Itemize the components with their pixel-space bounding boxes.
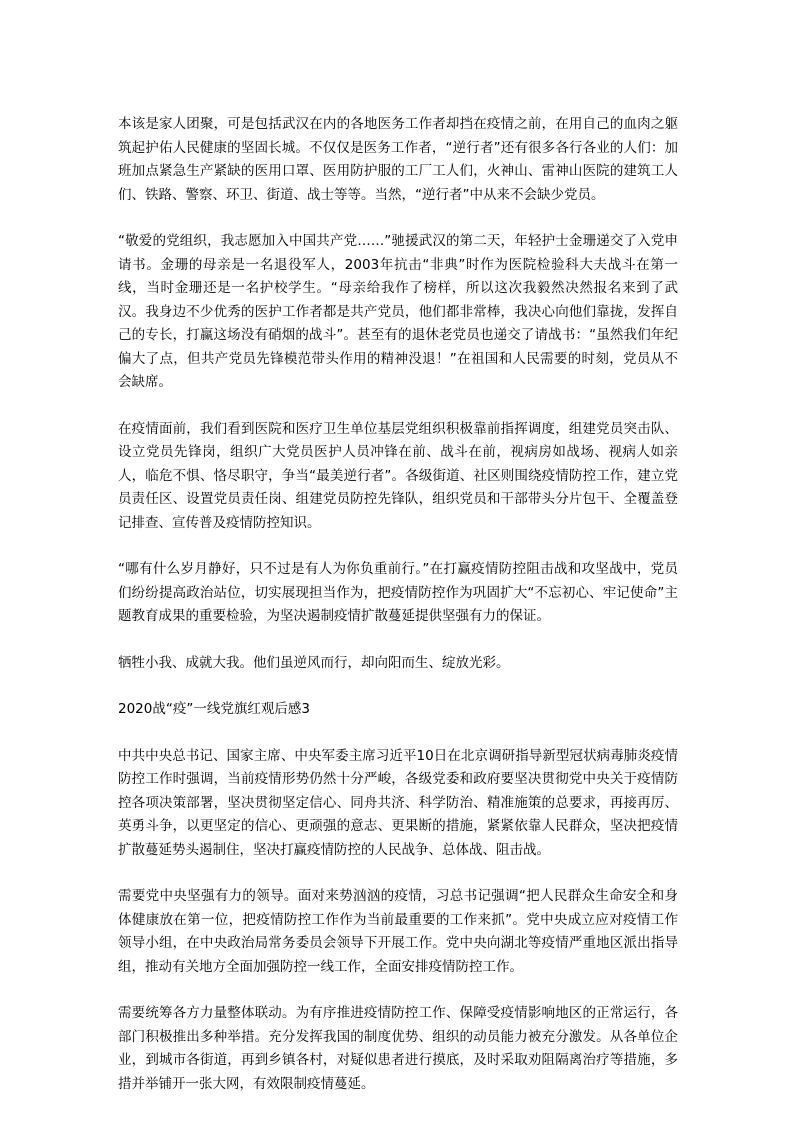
paragraph-1: 本该是家人团聚，可是包括武汉在内的各地医务工作者却挡在疫情之前，在用自己的血肉之躯筑起护佑人民健康的坚固长城。不仅仅是医务工作者，“逆行者”还有很多各行各业的人们：加班加点紧急生产紧缺的医用口罩、医用防护服的工厂工人们，火神山、雷神山医院的建筑工人们、铁路、警察、环卫、街道、战士等等。当然，“逆行者”中从来不会缺少党员。	[118, 116, 678, 203]
paragraph-3: 在疫情面前，我们看到医院和医疗卫生单位基层党组织积极靠前指挥调度，组建党员突击队、设立党员先锋岗，组织广大党员医护人员冲锋在前、战斗在前，视病房如战场、视病人如亲人，临危不惧、恪尽职守，争当“最美逆行者”。各级街道、社区则围绕疫情防控工作，建立党员责任区、设置党员责任岗、组建党员防控先锋队，组织党员和干部带头分片包干、全覆盖登记排查、宣传普及疫情防控知识。	[118, 420, 678, 531]
paragraph-2: “敬爱的党组织，我志愿加入中国共产党……”驰援武汉的第二天，年轻护士金珊递交了入党申请书。金珊的母亲是一名退役军人，2003年抗击“非典”时作为医院检验科大夫战斗在第一线，当时金珊还是一名护校学生。“母亲给我作了榜样，所以这次我毅然决然报名来到了武汉。我身边不少优秀的医护工作者都是共产党员，他们都非常棒，我决心向他们靠拢，发挥自己的专长，打赢这场没有硝烟的战斗”。甚至有的退休老党员也递交了请战书：“虽然我们年纪偏大了点，但共产党员先锋模范带头作用的精神没退！”在祖国和人民需要的时刻，党员从不会缺席。	[118, 233, 678, 390]
document-body	[118, 113, 678, 1119]
paragraph-6: 中共中央总书记、国家主席、中央军委主席习近平10日在北京调研指导新型冠状病毒肺炎疫情防控工作时强调，当前疫情形势仍然十分严峻，各级党委和政府要坚决贯彻党中央关于疫情防控各项决策部署，坚决贯彻坚定信心、同舟共济、科学防治、精准施策的总要求，再接再厉、英勇斗争，以更坚定的信心、更顽强的意志、更果断的措施，紧紧依靠人民群众，坚决把疫情扩散蔓延势头遏制住，坚决打赢疫情防控的人民战争、总体战、阻击战。	[118, 747, 678, 858]
paragraph-7: 需要党中央坚强有力的领导。面对来势汹汹的疫情，习总书记强调“把人民群众生命安全和身体健康放在第一位，把疫情防控工作作为当前最重要的工作来抓”。党中央成立应对疫情工作领导小组，在中央政治局常务委员会领导下开展工作。党中央向湖北等疫情严重地区派出指导组，推动有关地方全面加强防控一线工作，全面安排疫情防控工作。	[118, 888, 678, 975]
paragraph-8: 需要统筹各方力量整体联动。为有序推进疫情防控工作、保障受疫情影响地区的正常运行，各部门积极推出多种举措。充分发挥我国的制度优势、组织的动员能力被充分激发。从各单位企业，到城市各街道，再到乡镇各村，对疑似患者进行摸底，及时采取劝阻隔离治疗等措施，多措并举铺开一张大网，有效限制疫情蔓延。	[118, 1005, 678, 1092]
section-heading: 2020战“疫”一线党旗红观后感3	[118, 701, 310, 717]
paragraph-5: 牺牲小我、成就大我。他们虽逆风而行，却向阳而生、绽放光彩。	[118, 654, 510, 671]
paragraph-4: “哪有什么岁月静好，只不过是有人为你负重前行。”在打赢疫情防控阻击战和攻坚战中，党员们纷纷提高政治站位，切实展现担当作为，把疫情防控作为巩固扩大“不忘初心、牢记使命”主题教育成果的重要检验，为坚决遏制疫情扩散蔓延提供坚强有力的保证。	[118, 561, 678, 624]
